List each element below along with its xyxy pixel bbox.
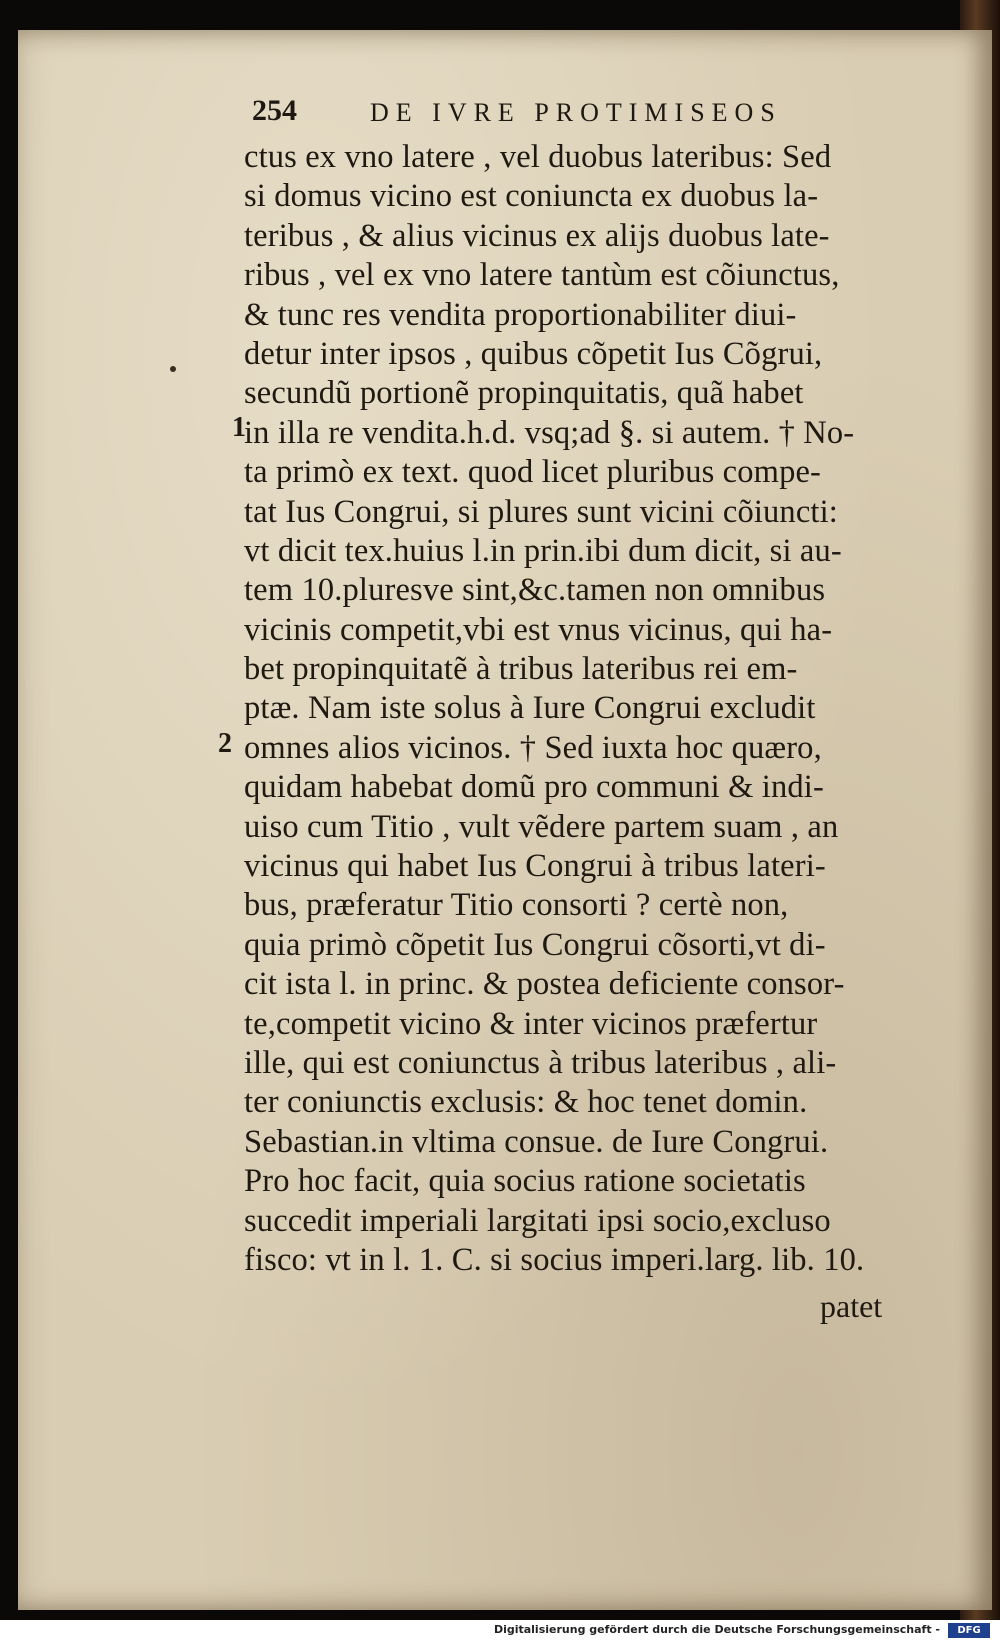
margin-dot	[170, 366, 176, 372]
footer-bar	[0, 1620, 1000, 1641]
text-line: ter coniunctis exclusis: & hoc tenet domin.	[244, 1084, 808, 1121]
text-line: omnes alios vicinos. † Sed iuxta hoc quæro,	[244, 729, 822, 766]
text-line: bet propinquitatẽ à tribus lateribus rei em-	[244, 651, 798, 688]
text-line: teribus , & alius vicinus ex alijs duobus late-	[244, 217, 830, 254]
text-line: succedit imperiali largitati ipsi socio,excluso	[244, 1202, 831, 1239]
margin-number-2: 2	[218, 728, 232, 759]
text-line: secundũ portionẽ propinquitatis, quã habet	[244, 375, 804, 412]
text-line: vt dicit tex.huius l.in prin.ibi dum dicit, si au-	[244, 532, 842, 569]
text-line: quidam habebat domũ pro communi & indi-	[244, 769, 824, 806]
text-line: ribus , vel ex vno latere tantùm est cõiunctus,	[244, 257, 840, 294]
text-line: cit ista l. in princ. & postea deficiente consor-	[244, 966, 845, 1003]
text-line: in illa re vendita.h.d. vsq;ad §. si autem. † No-	[244, 414, 855, 451]
text-line: te,competit vicino & inter vicinos præfertur	[244, 1005, 818, 1042]
catchword: patet	[820, 1288, 883, 1324]
text-line: vicinus qui habet Ius Congrui à tribus lateri-	[244, 848, 826, 885]
page-number: 254	[252, 94, 297, 127]
text-line: ille, qui est coniunctus à tribus lateribus , ali-	[244, 1044, 837, 1081]
text-line: vicinis competit,vbi est vnus vicinus, qui ha-	[244, 611, 833, 648]
text-line: fisco: vt in l. 1. C. si socius imperi.larg. lib. 10.	[244, 1241, 865, 1278]
text-line: uiso cum Titio , vult vẽdere partem suam , an	[244, 808, 839, 845]
text-line: detur inter ipsos , quibus cõpetit Ius Cõgrui,	[244, 335, 823, 372]
page-header	[252, 94, 892, 134]
margin-number-1: 1	[232, 412, 246, 443]
text-line: Pro hoc facit, quia socius ratione societatis	[244, 1163, 806, 1200]
funding-credit: Digitalisierung gefördert durch die Deutsche Forschungsgemeinschaft -	[493, 1623, 940, 1636]
text-line: ta primò ex text. quod licet pluribus compe-	[244, 454, 822, 491]
body-text	[244, 138, 934, 1280]
text-line: tem 10.pluresve sint,&c.tamen non omnibus	[244, 572, 826, 609]
text-line: & tunc res vendita proportionabiliter diui-	[244, 296, 797, 333]
text-line: quia primò cõpetit Ius Congrui cõsorti,vt di-	[244, 926, 826, 963]
text-line: si domus vicino est coniuncta ex duobus la-	[244, 178, 819, 215]
text-line: tat Ius Congrui, si plures sunt vicini cõiuncti:	[244, 493, 838, 530]
text-line: ptæ. Nam iste solus à Iure Congrui excludit	[244, 690, 816, 727]
running-title: DE IVRE PROTIMISEOS	[370, 98, 782, 127]
dfg-logo: DFG	[948, 1623, 990, 1638]
text-line: Sebastian.in vltima consue. de Iure Congrui.	[244, 1123, 829, 1160]
text-line: ctus ex vno latere , vel duobus lateribus: Sed	[244, 139, 832, 175]
text-line: bus, præferatur Titio consorti ? certè non,	[244, 887, 789, 924]
